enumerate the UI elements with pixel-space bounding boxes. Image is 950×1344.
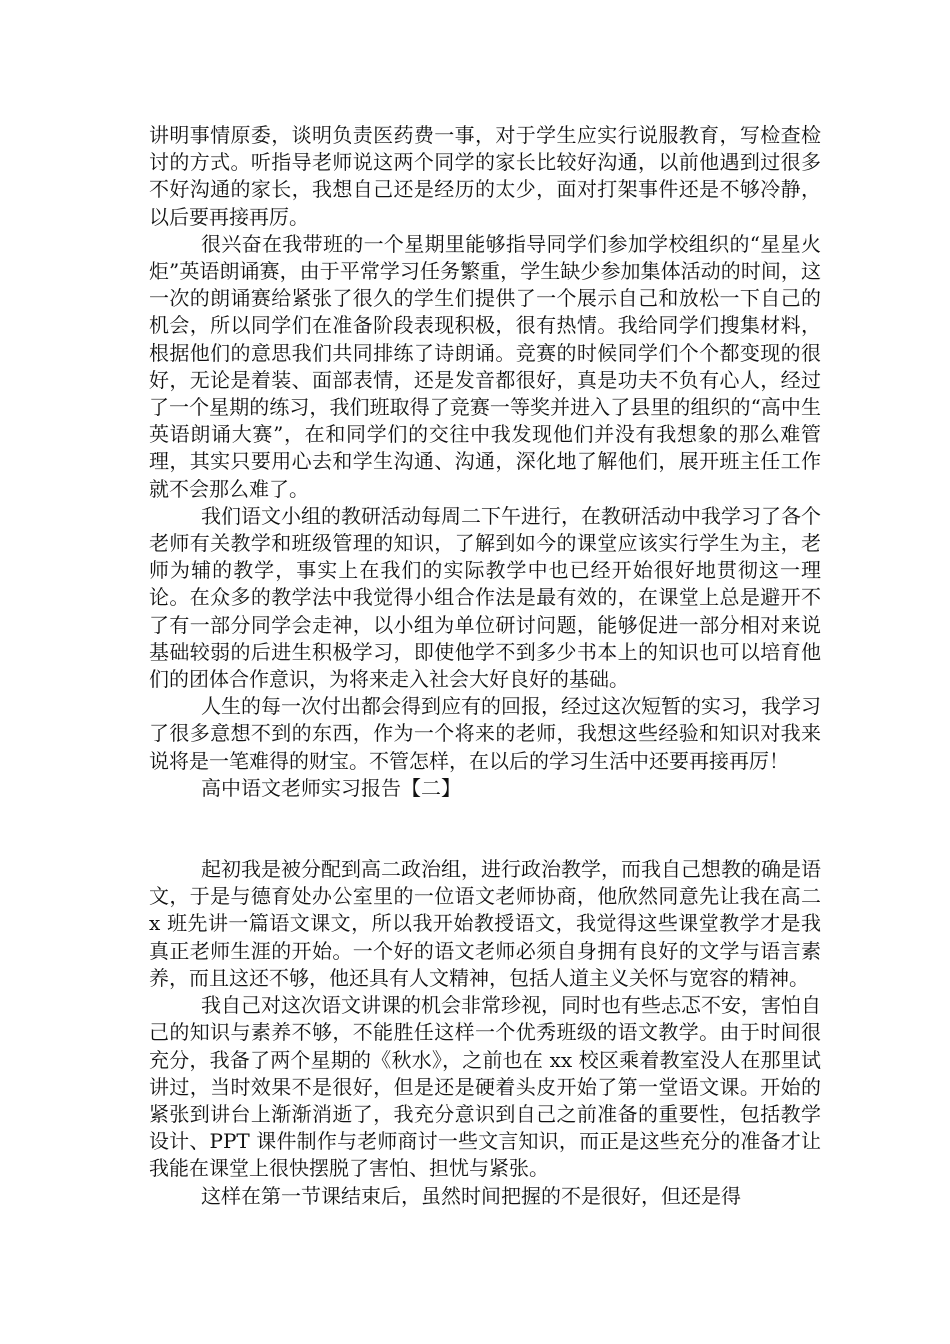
- paragraph-first-lesson: 我自己对这次语文讲课的机会非常珍视，同时也有些忐忑不安，害怕自己的知识与素养不够，不能胜任这样一个优秀班级的语文教学。由于时间很充分，我备了两个星期的《秋水》，之前也在 xx 校区乘着教室没人在那里试讲过，当时效果不是很好，但是还是硬着头皮开始了第一堂语文课。开始的紧张到讲台上渐渐消逝了，我充分意识到自己之前准备的重要性，包括教学设计、PPT 课件制作与老师商讨一些文言知识，而正是这些充分的准备才让我能在课堂上很快摆脱了害怕、担忧与紧张。: [149, 993, 821, 1181]
- document-body: [149, 122, 821, 1210]
- paragraph-assignment: 起初我是被分配到高二政治组，进行政治教学，而我自己想教的确是语文，于是与德育处办公室里的一位语文老师协商，他欣然同意先让我在高二 x 班先讲一篇语文课文，所以我开始教授语文，我觉得这些课堂教学才是我真正老师生涯的开始。一个好的语文老师必须自身拥有良好的文学与语言素养，而且这还不够，他还具有人文精神，包括人道主义关怀与宽容的精神。: [149, 857, 821, 990]
- paragraph-teaching-research: 我们语文小组的教研活动每周二下午进行，在教研活动中我学习了各个老师有关教学和班级管理的知识，了解到如今的课堂应该实行学生为主，老师为辅的教学，事实上在我们的实际教学中也已经开始很好地贯彻这一理论。在众多的教学法中我觉得小组合作法是最有效的，在课堂上总是避开不了有一部分同学会走神，以小组为单位研讨问题，能够促进一部分相对来说基础较弱的后进生积极学习，即使他学不到多少书本上的知识也可以培育他们的团体合作意识，为将来走入社会大好良好的基础。: [149, 503, 821, 692]
- section-spacer: [149, 802, 821, 856]
- paragraph-conclusion: 人生的每一次付出都会得到应有的回报，经过这次短暂的实习，我学习了很多意想不到的东西，作为一个将来的老师，我想这些经验和知识对我来说将是一笔难得的财宝。不管怎样，在以后的学习生活中还要再接再厉！: [149, 694, 821, 773]
- paragraph-continuation: 讲明事情原委，谈明负责医药费一事，对于学生应实行说服教育，写检查检讨的方式。听指导老师说这两个同学的家长比较好沟通，以前他遇到过很多不好沟通的家长，我想自己还是经历的太少，面对打架事件还是不够冷静，以后要再接再厉。: [149, 123, 821, 229]
- paragraph-recitation-contest: 很兴奋在我带班的一个星期里能够指导同学们参加学校组织的“星星火炬”英语朗诵赛，由于平常学习任务繁重，学生缺少参加集体活动的时间，这一次的朗诵赛给紧张了很久的学生们提供了一个展示自己和放松一下自己的机会，所以同学们在准备阶段表现积极，很有热情。我给同学们搜集材料，根据他们的意思我们共同排练了诗朗诵。竞赛的时候同学们个个都变现的很好，无论是着装、面部表情，还是发音都很好，真是功夫不负有心人，经过了一个星期的练习，我们班取得了竞赛一等奖并进入了县里的组织的“高中生英语朗诵大赛”，在和同学们的交往中我发现他们并没有我想象的那么难管理，其实只要用心去和学生沟通、沟通，深化地了解他们，展开班主任工作就不会那么难了。: [149, 231, 821, 501]
- paragraph-after-lesson: 这样在第一节课结束后，虽然时间把握的不是很好，但还是得: [201, 1183, 741, 1208]
- section-title: 高中语文老师实习报告【二】: [201, 775, 461, 800]
